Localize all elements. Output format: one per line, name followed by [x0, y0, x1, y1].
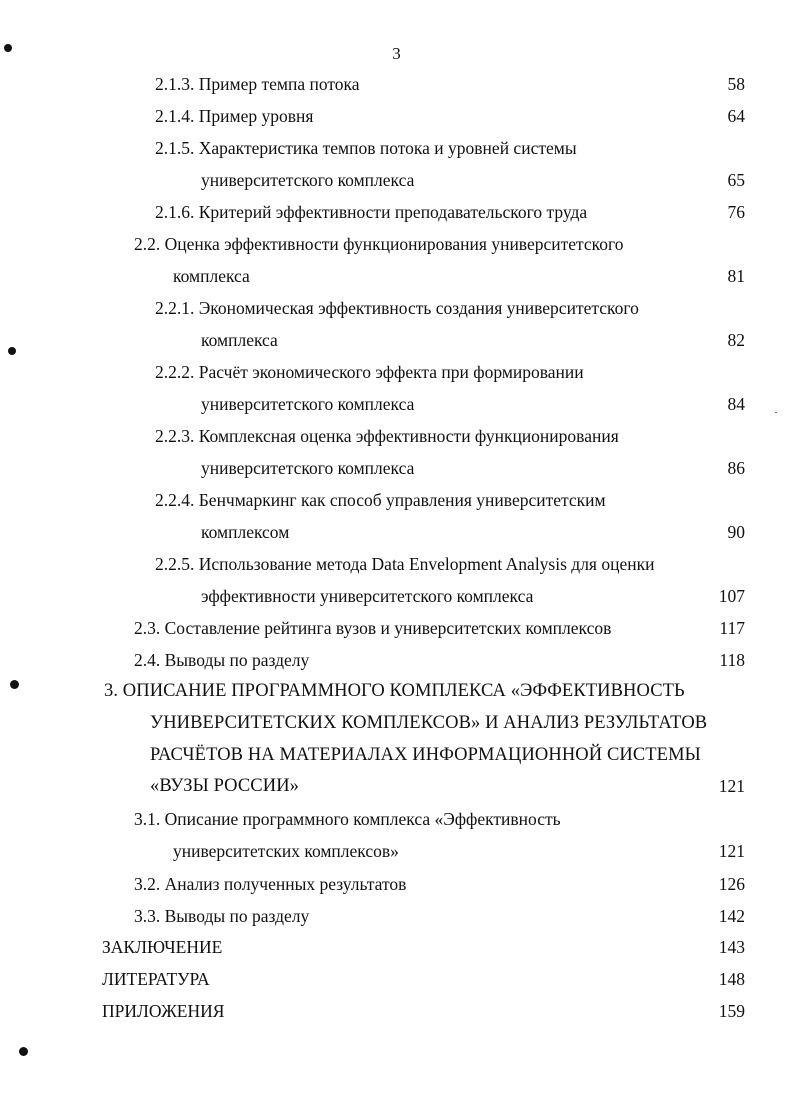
scan-speck — [775, 412, 777, 413]
toc-entry-text: 2.1.6. Критерий эффективности преподавательского труда — [155, 202, 588, 222]
toc-entry-page: 86 — [727, 458, 745, 478]
toc-entry-page: 126 — [718, 874, 745, 894]
toc-entry-page: 76 — [727, 202, 745, 222]
toc-entry-page: 81 — [727, 266, 745, 286]
toc-entry-text: 3. ОПИСАНИЕ ПРОГРАММНОГО КОМПЛЕКСА «ЭФФЕКТИВНОСТЬ — [104, 681, 685, 701]
toc-entry-page: 65 — [727, 170, 745, 190]
toc-entry-text: комплекса — [201, 330, 278, 350]
toc-entry-text: 2.2.5. Использование метода Data Envelopment Analysis для оценки — [155, 554, 655, 574]
toc-entry-text: РАСЧЁТОВ НА МАТЕРИАЛАХ ИНФОРМАЦИОННОЙ СИСТЕМЫ — [150, 745, 701, 765]
toc-entry-page: 121 — [718, 776, 745, 796]
toc-entry-page: 107 — [718, 586, 745, 606]
toc-entry-text: 2.4. Выводы по разделу — [134, 650, 310, 670]
toc-entry-page: 64 — [727, 106, 745, 126]
toc-entry-text: 2.2.3. Комплексная оценка эффективности функционирования — [155, 426, 619, 446]
toc-entry-text: университетского комплекса — [201, 394, 415, 414]
hole-punch-mark-2 — [8, 347, 16, 355]
toc-entry-text: эффективности университетского комплекса — [201, 586, 534, 606]
toc-entry-text: ПРИЛОЖЕНИЯ — [102, 1001, 225, 1021]
toc-entry-page: 121 — [718, 841, 745, 861]
toc-entry-page: 58 — [727, 74, 745, 94]
toc-entry-page: 118 — [719, 650, 745, 670]
toc-entry-text: 2.3. Составление рейтинга вузов и университетских комплексов — [134, 618, 612, 638]
toc-entry-text: университетского комплекса — [201, 170, 415, 190]
toc-entry-page: 84 — [727, 394, 745, 414]
toc-entry-text: 2.2.1. Экономическая эффективность создания университетского — [155, 298, 639, 318]
toc-entry-text: 2.1.3. Пример темпа потока — [155, 74, 360, 94]
page-number: 3 — [392, 44, 401, 63]
toc-entry-text: УНИВЕРСИТЕТСКИХ КОМПЛЕКСОВ» И АНАЛИЗ РЕЗУЛЬТАТОВ — [150, 713, 708, 733]
toc-entry-text: 2.1.5. Характеристика темпов потока и уровней системы — [155, 138, 577, 158]
toc-entry-page: 143 — [718, 937, 745, 957]
toc-entry-text: 2.2. Оценка эффективности функционирования университетского — [134, 234, 624, 254]
hole-punch-mark-1 — [4, 44, 12, 52]
toc-entry-page: 159 — [718, 1001, 745, 1021]
toc-entry-text: ЛИТЕРАТУРА — [102, 969, 210, 989]
toc-entry-text: «ВУЗЫ РОССИИ» — [150, 776, 300, 796]
toc-entry-text: 2.1.4. Пример уровня — [155, 106, 314, 126]
toc-entry-text: университетских комплексов» — [173, 841, 399, 861]
toc-entry-page: 117 — [719, 618, 745, 638]
toc-entry-text: университетского комплекса — [201, 458, 415, 478]
toc-entry-text: ЗАКЛЮЧЕНИЕ — [102, 937, 223, 957]
toc-entry-page: 90 — [727, 522, 745, 542]
toc-entry-page: 82 — [727, 330, 745, 350]
toc-entry-text: 3.1. Описание программного комплекса «Эффективность — [134, 809, 561, 829]
toc-entry-text: 3.2. Анализ полученных результатов — [134, 874, 407, 894]
hole-punch-mark-4 — [19, 1047, 28, 1056]
toc-entry-text: 2.2.2. Расчёт экономического эффекта при формировании — [155, 362, 584, 382]
toc-entry-text: 3.3. Выводы по разделу — [134, 906, 310, 926]
toc-entry-text: 2.2.4. Бенчмаркинг как способ управления университетским — [155, 490, 606, 510]
toc-entry-page: 142 — [718, 906, 745, 926]
toc-entry-page: 148 — [718, 969, 745, 989]
toc-entry-text: комплексом — [201, 522, 290, 542]
toc-entry-text: комплекса — [173, 266, 250, 286]
hole-punch-mark-3 — [10, 680, 19, 689]
